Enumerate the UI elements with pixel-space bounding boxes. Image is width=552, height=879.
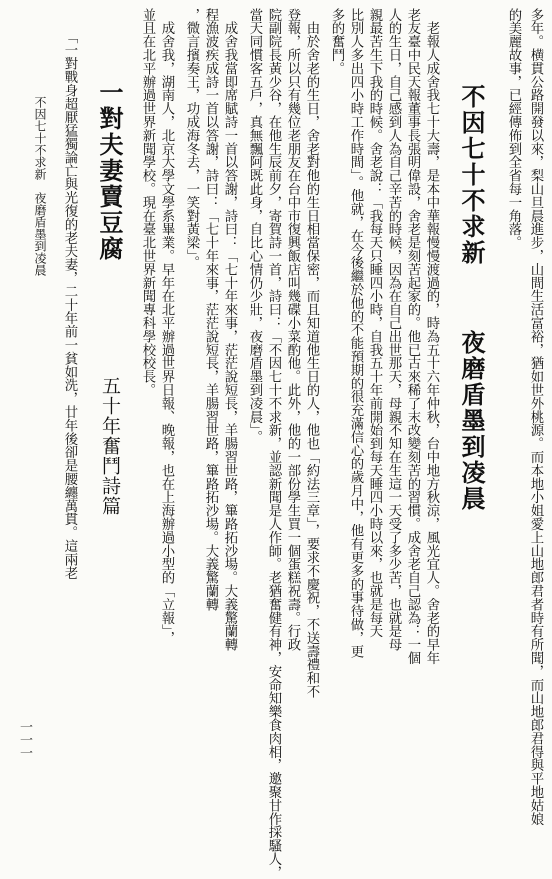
article-title-line-2: 夜磨盾墨到凌晨 xyxy=(457,330,486,512)
body-line: 當天同慣客五戶，真無飄阿既此身，自比心情仍少壯，夜磨盾墨到凌晨」。 xyxy=(247,8,262,444)
article-title: 不因七十不求新 xyxy=(457,84,486,266)
body-line: 並且在北平辦過世界新聞學校。現在臺北世界新聞專科學校校長。 xyxy=(140,8,155,397)
body-line: 由於舍老的生日，舍老對他的生日相當保密，而且知道他生日的人，他也「約法三章」，要求不慶祝，不送壽禮和不 xyxy=(304,8,319,699)
body-line: 成舍我當即席賦詩一首以答謝，詩曰：「七十年來事，茫茫說短長，羊腸習世路，篳路拓沙場。大義驚蘭轉 xyxy=(222,8,237,652)
running-title: 不因七十不求新 夜磨盾墨到凌晨 xyxy=(33,96,47,276)
second-article-title: 一對夫妻賣豆腐 xyxy=(95,80,124,262)
body-line: 比別人多出四小時工作時間」。他就，在今後繼於他的不能預期的很充滿信心的歲月中，他有更多的事待做，更 xyxy=(348,8,363,658)
page-number: 一一一 xyxy=(17,720,32,759)
body-line: 多的奮鬥。 xyxy=(329,8,344,75)
body-line: 老友臺中民天報董事長張明偉設，舍老是刻苦起家的。他已古來稀了末改變刻苦的習慣。成舍老自己認為：一個 xyxy=(405,8,420,665)
body-line: 人的生日，自己感到人為自己辛苦的時候，因為在自己出世那天，母親不知在生這一天受了多少苦，也就是母 xyxy=(386,8,401,652)
body-line: ，微言擯奏王，功成海冬去，一笑對黃梁」。 xyxy=(184,8,199,270)
continued-text-line-2: 的美麗故事，已經傳佈到全省每一角落。 xyxy=(506,8,521,250)
body-line: 程漁波疾成詩一首以答謝，詩曰：「七十年來事，茫茫說短長，羊腸習世路，篳路拓沙場。大義驚蘭轉 xyxy=(203,8,218,611)
body-line: 登報，所以只有幾位老朋友在台中市復興飯店叫幾碟小菜酌他。此外，他的一部份學生買一個蛋糕祝壽。行政 xyxy=(285,8,300,652)
second-article-subtitle: 五十年奮鬥詩篇 xyxy=(99,376,121,516)
second-article-line: 「一對戰身超厭猛獨論亡與光復的老夫妻，二十年前一貧如洗，廿年後卻是腰纏萬貫。這兩老 xyxy=(62,30,77,580)
continued-text-line-1: 多年。横貫公路開發以來，梨山旦晨進步，山間生活富裕，猶如世外桃源。而本地小姐愛上山地郎君者時有所聞，而山地郎君得與平地姑娘 xyxy=(528,8,543,826)
body-line: 院副院長黃少谷，在他生辰前夕，寄賀詩一首，詩曰：「不因七十不求新，並認新聞是人作師。老猶奮健有神，安命知樂食肉相，邀聚甘作採騷人， xyxy=(266,8,281,879)
body-line: 親最苦生下我的時候。舍老說：「我每天只睡四小時，自我五十年前開始到每天睡四小時以來，也就是每天 xyxy=(367,8,382,638)
body-line: 成舍我，湖南人，北京大學文學系畢業。早年在北平辦過世界日報、晚報，也在上海辦過小型的「立報」， xyxy=(159,8,174,645)
body-line: 老報人成舍我七十大壽，是本中華報慢慢渡過的，時為五十六年仲秋，台中地方秋涼，風光宜人。舍老的早年 xyxy=(424,8,439,665)
